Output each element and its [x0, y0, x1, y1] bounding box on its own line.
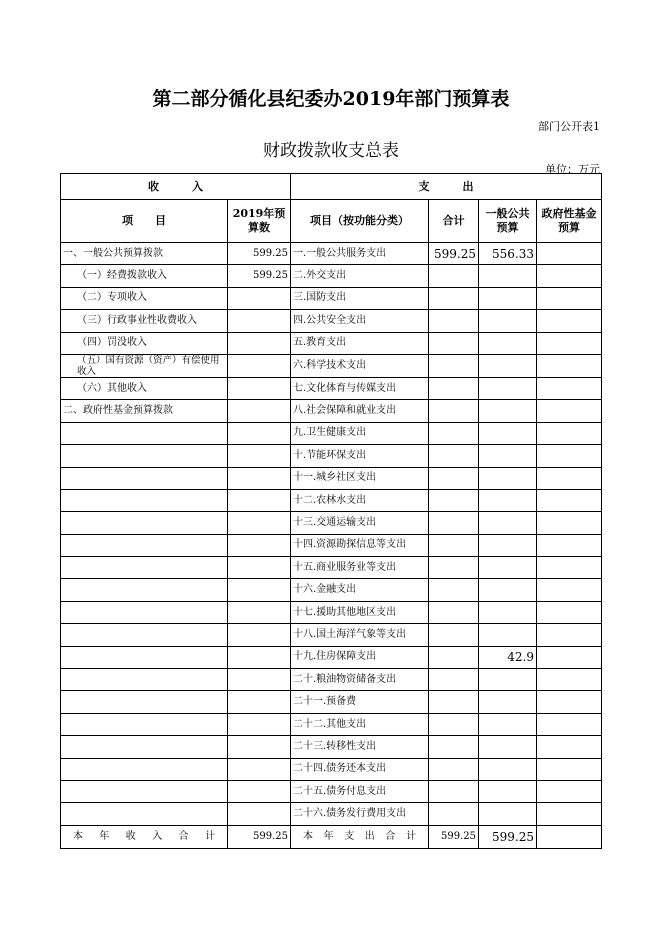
table-row	[61, 557, 602, 579]
expense-total-cell	[429, 332, 479, 354]
expense-total-label: 本年支出合计	[291, 825, 429, 848]
table-row	[61, 422, 602, 444]
income-amount-cell	[228, 691, 291, 713]
general-budget-cell	[479, 265, 537, 287]
table-row	[61, 691, 602, 713]
expense-item-cell: 四.公共安全支出	[291, 310, 429, 332]
fund-budget-cell	[537, 512, 602, 534]
col-income-budget: 2019年预算数	[228, 200, 291, 243]
fund-budget-cell	[537, 691, 602, 713]
table-row	[61, 400, 602, 422]
fund-budget-cell	[537, 780, 602, 802]
general-budget-cell	[479, 512, 537, 534]
fund-budget-cell	[537, 422, 602, 444]
income-amount-cell	[228, 780, 291, 802]
table-row	[61, 669, 602, 691]
income-amount-cell	[228, 803, 291, 825]
fund-budget-cell	[537, 624, 602, 646]
expense-total-cell	[429, 354, 479, 377]
general-budget-cell	[479, 287, 537, 309]
fund-budget-cell	[537, 713, 602, 735]
general-budget-cell	[479, 579, 537, 601]
expense-total-cell	[429, 601, 479, 623]
table-row	[61, 354, 602, 377]
income-item-cell	[61, 467, 228, 489]
table-row	[61, 803, 602, 825]
expense-item-cell: 二十二.其他支出	[291, 713, 429, 735]
income-total-label: 本年收入合计	[61, 825, 228, 848]
expense-total-cell	[429, 445, 479, 467]
expense-total-cell	[429, 780, 479, 802]
expense-total-cell	[429, 691, 479, 713]
fund-budget-cell	[537, 534, 602, 556]
table-row	[61, 736, 602, 758]
expense-item-cell: 十九.住房保障支出	[291, 646, 429, 668]
expense-item-cell: 二十三.转移性支出	[291, 736, 429, 758]
general-budget-cell: 556.33	[479, 243, 537, 265]
form-code-label: 部门公开表1	[538, 120, 600, 133]
income-item-cell: （一）经费拨款收入	[61, 265, 228, 287]
expense-item-cell: 二十四.债务还本支出	[291, 758, 429, 780]
fund-budget-cell	[537, 243, 602, 265]
expense-total-cell	[429, 624, 479, 646]
income-amount-cell	[228, 422, 291, 444]
col-income-item: 项 目	[61, 200, 228, 243]
income-item-cell	[61, 669, 228, 691]
table-row	[61, 512, 602, 534]
table-row	[61, 646, 602, 668]
income-amount-cell	[228, 287, 291, 309]
general-budget-cell	[479, 736, 537, 758]
table-row	[61, 624, 602, 646]
expense-item-cell: 十三.交通运输支出	[291, 512, 429, 534]
income-item-cell	[61, 422, 228, 444]
income-item-cell	[61, 624, 228, 646]
general-budget-cell	[479, 332, 537, 354]
fund-budget-cell	[537, 354, 602, 377]
table-row	[61, 310, 602, 332]
income-amount-cell	[228, 601, 291, 623]
general-budget-cell	[479, 713, 537, 735]
expense-total-cell	[429, 512, 479, 534]
income-item-cell	[61, 780, 228, 802]
expense-item-cell: 五.教育支出	[291, 332, 429, 354]
fund-budget-cell	[537, 265, 602, 287]
general-budget-cell	[479, 803, 537, 825]
expense-total-cell	[429, 489, 479, 511]
expense-item-cell: 二.外交支出	[291, 265, 429, 287]
income-item-cell	[61, 713, 228, 735]
table-row	[61, 579, 602, 601]
table-row	[61, 287, 602, 309]
income-total-amount: 599.25	[228, 825, 291, 848]
expense-total-cell	[429, 534, 479, 556]
expense-total-amount: 599.25	[429, 825, 479, 848]
expense-item-cell: 九.卫生健康支出	[291, 422, 429, 444]
general-budget-cell	[479, 780, 537, 802]
general-budget-cell	[479, 557, 537, 579]
group-header-row	[61, 174, 602, 200]
expense-item-cell: 二十六.债务发行费用支出	[291, 803, 429, 825]
expense-total-cell	[429, 377, 479, 399]
table-subtitle: 财政拨款收支总表	[263, 141, 399, 161]
income-amount-cell	[228, 512, 291, 534]
col-general-budget: 一般公共预算	[479, 200, 537, 243]
fund-budget-cell	[537, 489, 602, 511]
fund-budget-cell	[537, 332, 602, 354]
income-item-cell	[61, 534, 228, 556]
income-amount-cell	[228, 624, 291, 646]
expense-total-cell	[429, 646, 479, 668]
general-total-amount: 599.25	[479, 825, 537, 848]
general-budget-cell	[479, 354, 537, 377]
col-expense-item: 项目（按功能分类）	[291, 200, 429, 243]
general-budget-cell	[479, 624, 537, 646]
general-budget-cell	[479, 691, 537, 713]
income-item-cell	[61, 758, 228, 780]
general-budget-cell: 42.9	[479, 646, 537, 668]
general-budget-cell	[479, 467, 537, 489]
expense-item-cell: 十七.援助其他地区支出	[291, 601, 429, 623]
income-amount-cell: 599.25	[228, 265, 291, 287]
income-amount-cell	[228, 669, 291, 691]
table-row	[61, 265, 602, 287]
fund-total-amount	[537, 825, 602, 848]
expense-item-cell: 三.国防支出	[291, 287, 429, 309]
fund-budget-cell	[537, 669, 602, 691]
fund-budget-cell	[537, 758, 602, 780]
income-amount-cell	[228, 489, 291, 511]
fund-budget-cell	[537, 601, 602, 623]
income-amount-cell	[228, 354, 291, 377]
income-amount-cell	[228, 579, 291, 601]
fund-budget-cell	[537, 287, 602, 309]
table-row	[61, 758, 602, 780]
income-item-cell	[61, 691, 228, 713]
income-item-cell	[61, 803, 228, 825]
income-item-cell	[61, 736, 228, 758]
fund-budget-cell	[537, 310, 602, 332]
expense-total-cell	[429, 803, 479, 825]
general-budget-cell	[479, 377, 537, 399]
table-row	[61, 489, 602, 511]
expense-item-cell: 十四.资源勘探信息等支出	[291, 534, 429, 556]
fund-budget-cell	[537, 557, 602, 579]
col-total: 合计	[429, 200, 479, 243]
income-item-cell	[61, 557, 228, 579]
general-budget-cell	[479, 534, 537, 556]
expense-item-cell: 一.一般公共服务支出	[291, 243, 429, 265]
fund-budget-cell	[537, 803, 602, 825]
income-item-cell: 一、一般公共预算拨款	[61, 243, 228, 265]
expense-item-cell: 六.科学技术支出	[291, 354, 429, 377]
page-title: 第二部分循化县纪委办2019年部门预算表	[152, 88, 510, 110]
table-row	[61, 445, 602, 467]
expense-total-cell	[429, 557, 479, 579]
unit-label: 单位：万元	[545, 163, 600, 176]
general-budget-cell	[479, 601, 537, 623]
income-item-cell: 二、政府性基金预算拨款	[61, 400, 228, 422]
income-amount-cell	[228, 400, 291, 422]
expense-total-cell	[429, 422, 479, 444]
income-amount-cell: 599.25	[228, 243, 291, 265]
budget-table	[60, 173, 602, 849]
table-row	[61, 601, 602, 623]
expense-item-cell: 十八.国土海洋气象等支出	[291, 624, 429, 646]
expense-item-cell: 二十一.预备费	[291, 691, 429, 713]
col-fund-budget: 政府性基金预算	[537, 200, 602, 243]
income-item-cell: （六）其他收入	[61, 377, 228, 399]
expense-total-cell	[429, 669, 479, 691]
income-item-cell	[61, 601, 228, 623]
column-header-row	[61, 200, 602, 243]
income-item-cell: （三）行政事业性收费收入	[61, 310, 228, 332]
income-amount-cell	[228, 557, 291, 579]
income-item-cell: （五）国有资源（资产）有偿使用收入	[61, 354, 228, 377]
income-amount-cell	[228, 713, 291, 735]
expense-total-cell	[429, 310, 479, 332]
general-budget-cell	[479, 400, 537, 422]
expense-total-cell: 599.25	[429, 243, 479, 265]
fund-budget-cell	[537, 445, 602, 467]
general-budget-cell	[479, 489, 537, 511]
fund-budget-cell	[537, 646, 602, 668]
expense-item-cell: 七.文化体育与传媒支出	[291, 377, 429, 399]
income-amount-cell	[228, 445, 291, 467]
table-row	[61, 243, 602, 265]
general-budget-cell	[479, 310, 537, 332]
fund-budget-cell	[537, 377, 602, 399]
income-item-cell	[61, 445, 228, 467]
expense-item-cell: 十五.商业服务业等支出	[291, 557, 429, 579]
expense-total-cell	[429, 467, 479, 489]
income-item-cell	[61, 646, 228, 668]
general-budget-cell	[479, 669, 537, 691]
general-budget-cell	[479, 422, 537, 444]
income-amount-cell	[228, 758, 291, 780]
expense-item-cell: 十六.金融支出	[291, 579, 429, 601]
table-row	[61, 332, 602, 354]
table-row	[61, 780, 602, 802]
table-row	[61, 534, 602, 556]
budget-table-body	[61, 174, 602, 849]
expense-total-cell	[429, 579, 479, 601]
income-amount-cell	[228, 377, 291, 399]
income-amount-cell	[228, 736, 291, 758]
totals-row	[61, 825, 602, 848]
fund-budget-cell	[537, 400, 602, 422]
income-amount-cell	[228, 534, 291, 556]
fund-budget-cell	[537, 467, 602, 489]
expense-item-cell: 八.社会保障和就业支出	[291, 400, 429, 422]
income-item-cell	[61, 512, 228, 534]
expense-item-cell: 十.节能环保支出	[291, 445, 429, 467]
income-item-cell	[61, 489, 228, 511]
income-amount-cell	[228, 332, 291, 354]
expense-item-cell: 十二.农林水支出	[291, 489, 429, 511]
expense-group-header: 支 出	[291, 174, 602, 200]
fund-budget-cell	[537, 736, 602, 758]
income-item-cell	[61, 579, 228, 601]
income-amount-cell	[228, 467, 291, 489]
fund-budget-cell	[537, 579, 602, 601]
expense-total-cell	[429, 400, 479, 422]
table-row	[61, 377, 602, 399]
expense-item-cell: 二十五.债务付息支出	[291, 780, 429, 802]
expense-total-cell	[429, 287, 479, 309]
income-amount-cell	[228, 310, 291, 332]
general-budget-cell	[479, 445, 537, 467]
expense-total-cell	[429, 736, 479, 758]
expense-total-cell	[429, 265, 479, 287]
income-group-header: 收 入	[61, 174, 291, 200]
table-row	[61, 467, 602, 489]
income-amount-cell	[228, 646, 291, 668]
general-budget-cell	[479, 758, 537, 780]
income-item-cell: （四）罚没收入	[61, 332, 228, 354]
expense-item-cell: 二十.粮油物资储备支出	[291, 669, 429, 691]
expense-total-cell	[429, 758, 479, 780]
expense-item-cell: 十一.城乡社区支出	[291, 467, 429, 489]
expense-total-cell	[429, 713, 479, 735]
income-item-cell: （二）专项收入	[61, 287, 228, 309]
table-row	[61, 713, 602, 735]
